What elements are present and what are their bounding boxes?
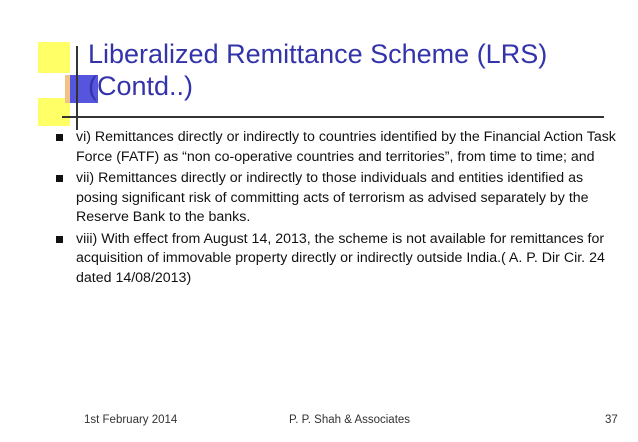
footer-date: 1st February 2014 [84, 414, 178, 426]
bullet-item [56, 230, 616, 289]
bullet-list [56, 128, 616, 290]
square-bullet-icon [56, 175, 63, 182]
footer-author: P. P. Shah & Associates [289, 414, 411, 426]
bullet-item [56, 169, 616, 228]
bullet-text: vi) Remittances directly or indirectly to countries identified by the Financial Action Task Force (FATF) as “non co-operative countries and territories”, from time to time; and [76, 129, 616, 165]
page-number: 37 [605, 414, 618, 426]
title-underline [62, 116, 604, 118]
bullet-item [56, 128, 616, 167]
bullet-text: vii) Remittances directly or indirectly to those individuals and entities identified as posing significant risk of committing acts of terrorism as advised separately by the Reserve Bank to the banks. [76, 170, 589, 225]
square-bullet-icon [56, 236, 63, 243]
slide-title-line-1: Liberalized Remittance Scheme (LRS) [88, 39, 548, 69]
slide-title [88, 38, 608, 102]
bullet-text: viii) With effect from August 14, 2013, the scheme is not available for remittances for acquisition of immovable property directly or indirectly outside India.( A. P. Dir Cir. 24 dated 14/08/2013) [76, 230, 605, 286]
square-bullet-icon [56, 134, 63, 141]
decor-yellow-square-top [38, 42, 70, 73]
slide-title-line-2: (Contd..) [88, 71, 194, 101]
